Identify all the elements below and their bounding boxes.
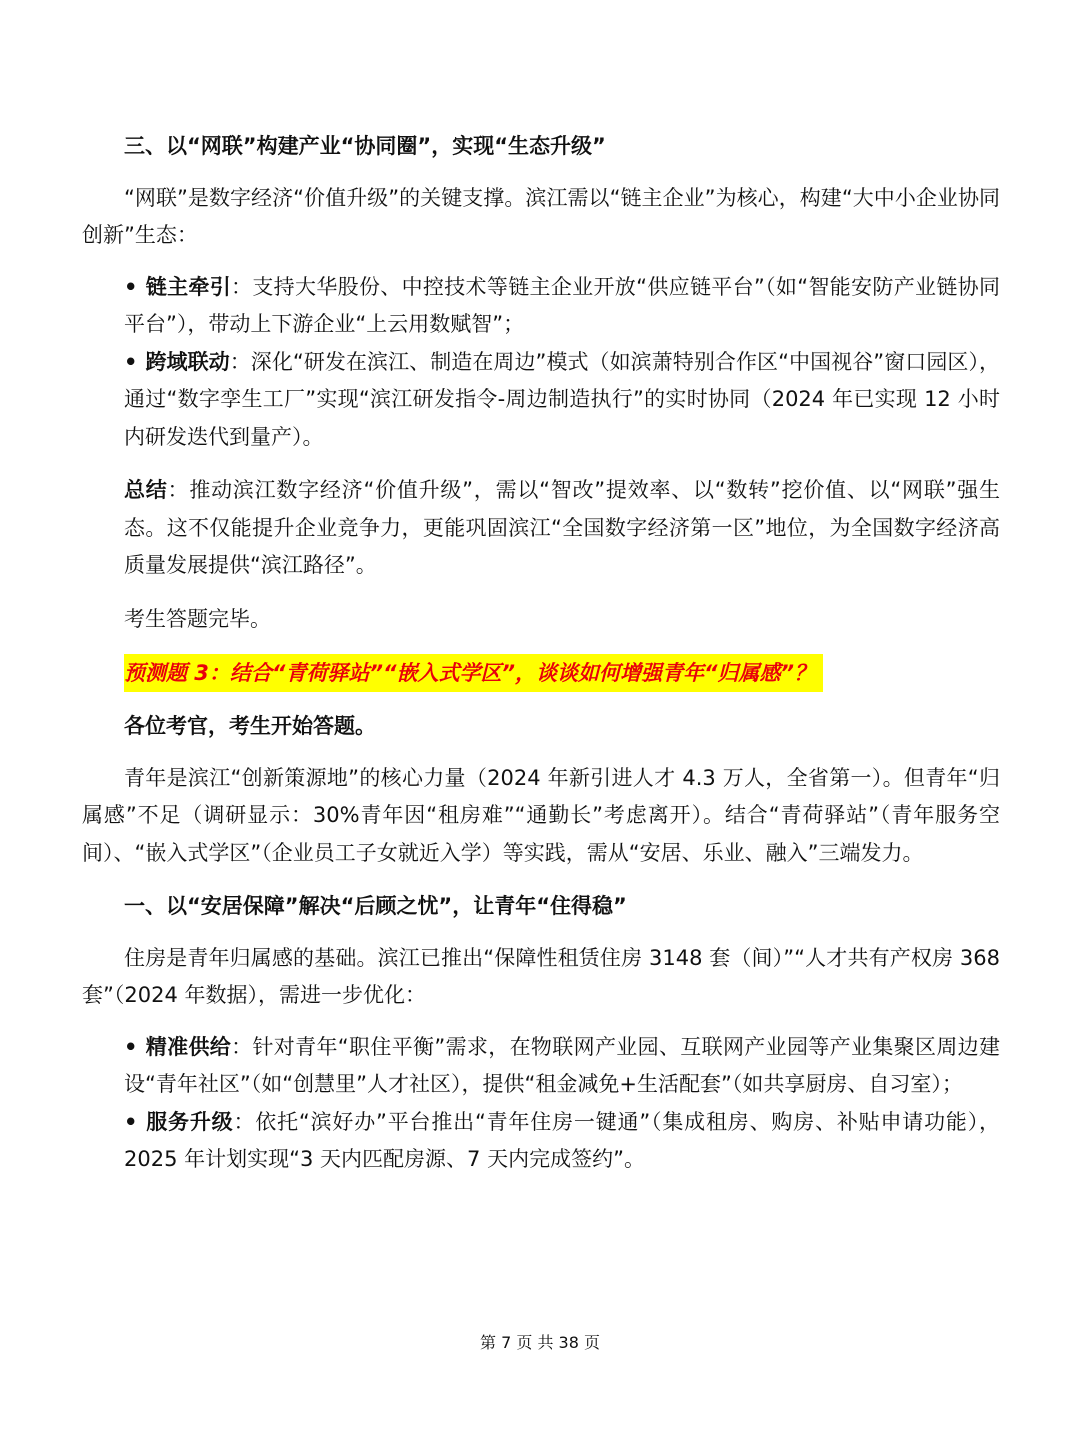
page-number: 第 7 页 共 38 页 bbox=[480, 1333, 600, 1352]
closing-line: 考生答题完毕。 bbox=[124, 606, 271, 631]
bullet-label: 跨域联动 bbox=[145, 349, 230, 374]
bullet-text: ：支持大华股份、中控技术等链主企业开放“供应链平台”（如“智能安防产业链协同平台”），带动上下游企业“上云用数赋智”； bbox=[124, 274, 1001, 336]
bullet-item bbox=[82, 344, 1000, 457]
page-content bbox=[82, 128, 1000, 1179]
bullet-dot: • bbox=[124, 1109, 138, 1134]
bullet-item bbox=[82, 1029, 1000, 1104]
bullet-label: 链主牵引 bbox=[145, 274, 232, 299]
bullet-text: ：依托“滨好办”平台推出“青年住房一键通”（集成租房、购房、补贴申请功能），2025 年计划实现“3 天内匹配房源、7 天内完成签约”。 bbox=[124, 1109, 1001, 1171]
part1-heading: 一、以“安居保障”解决“后顾之忧”，让青年“住得稳” bbox=[124, 894, 627, 918]
opening-line: 各位考官，考生开始答题。 bbox=[124, 714, 376, 738]
bullet-text: ：深化“研发在滨江、制造在周边”模式（如滨萧特别合作区“中国视谷”窗口园区），通过“数字孪生工厂”实现“滨江研发指令-周边制造执行”的实时协同（2024 年已实现 12 小时内研发迭代到量产）。 bbox=[124, 349, 1000, 449]
summary-label: 总结 bbox=[124, 478, 168, 502]
bullet-item bbox=[82, 1104, 1000, 1179]
question-title-row bbox=[82, 654, 1000, 692]
bullet-label: 服务升级 bbox=[145, 1109, 234, 1134]
question-intro: 青年是滨江“创新策源地”的核心力量（2024 年新引进人才 4.3 万人，全省第一）。但青年“归属感”不足（调研显示：30%青年因“租房难”“通勤长”考虑离开）。结合“青荷驿站”（青年服务空间）、“嵌入式学区”（企业员工子女就近入学）等实践，需从“安居、乐业、融入”三端发力。 bbox=[82, 765, 1000, 865]
bullet-dot: • bbox=[124, 349, 138, 374]
bullet-dot: • bbox=[124, 1034, 138, 1059]
section-heading: 三、以“网联”构建产业“协同圈”，实现“生态升级” bbox=[124, 134, 606, 158]
bullet-dot: • bbox=[124, 274, 138, 299]
bullet-text: ：针对青年“职住平衡”需求，在物联网产业园、互联网产业园等产业集聚区周边建设“青年社区”（如“创慧里”人才社区），提供“租金减免+生活配套”（如共享厨房、自习室）； bbox=[124, 1034, 1000, 1096]
summary-text: ：推动滨江数字经济“价值升级”，需以“智改”提效率、以“数转”挖价值、以“网联”强生态。这不仅能提升企业竞争力，更能巩固滨江“全国数字经济第一区”地位，为全国数字经济高质量发展提供“滨江路径”。 bbox=[124, 478, 1000, 577]
part1-intro: 住房是青年归属感的基础。滨江已推出“保障性租赁住房 3148 套（间）”“人才共有产权房 368 套”（2024 年数据），需进一步优化： bbox=[82, 945, 1000, 1007]
question-title: 预测题 3：结合“青荷驿站”“嵌入式学区”，谈谈如何增强青年“归属感”？ bbox=[124, 654, 823, 692]
bullet-item bbox=[82, 269, 1000, 344]
bullet-label: 精准供给 bbox=[145, 1034, 232, 1059]
section-intro: “网联”是数字经济“价值升级”的关键支撑。滨江需以“链主企业”为核心，构建“大中小企业协同创新”生态： bbox=[82, 185, 1000, 247]
summary-paragraph bbox=[82, 472, 1000, 585]
